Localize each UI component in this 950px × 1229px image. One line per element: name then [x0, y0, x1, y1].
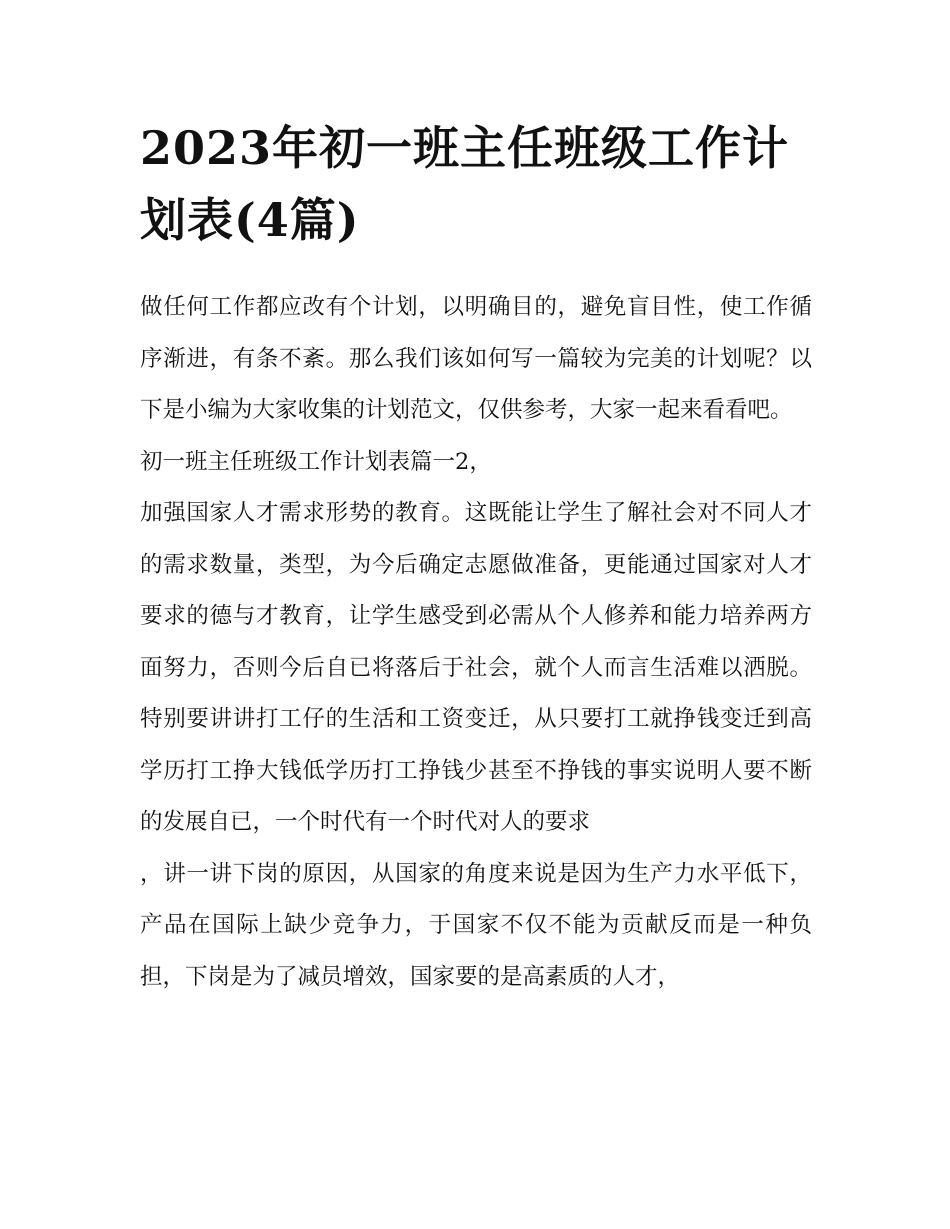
body-paragraph: ，讲一讲下岗的原因，从国家的角度来说是因为生产力水平低下，产品在国际上缺少竞争力，于国家不仅不能为贡献反而是一种负担，下岗是为了减员增效，国家要的是高素质的人才，: [140, 860, 812, 990]
document-title: 2023年初一班主任班级工作计划表(4篇): [140, 121, 790, 247]
section-heading: 初一班主任班级工作计划表篇一2，: [140, 448, 492, 475]
body-paragraph: 加强国家人才需求形势的教育。这既能让学生了解社会对不同人才的需求数量，类型，为今后确定志愿做准备，更能通过国家对人才要求的德与才教育，让学生感受到必需从个人修养和能力培养两方面努力，否则今后自已将落后于社会，就个人而言生活难以洒脱。特别要讲讲打工仔的生活和工资变迁，从只要打工就挣钱变迁到高学历打工挣大钱低学历打工挣钱少甚至不挣钱的事实说明人要不断的发展自已，一个时代有一个时代对人的要求: [140, 500, 812, 835]
document-body: [140, 282, 812, 1003]
document-page: [140, 112, 812, 1003]
intro-paragraph: 做任何工作都应改有个计划，以明确目的，避免盲目性，使工作循序渐进，有条不紊。那么我们该如何写一篇较为完美的计划呢？以下是小编为大家收集的计划范文，仅供参考，大家一起来看看吧。: [140, 294, 812, 423]
